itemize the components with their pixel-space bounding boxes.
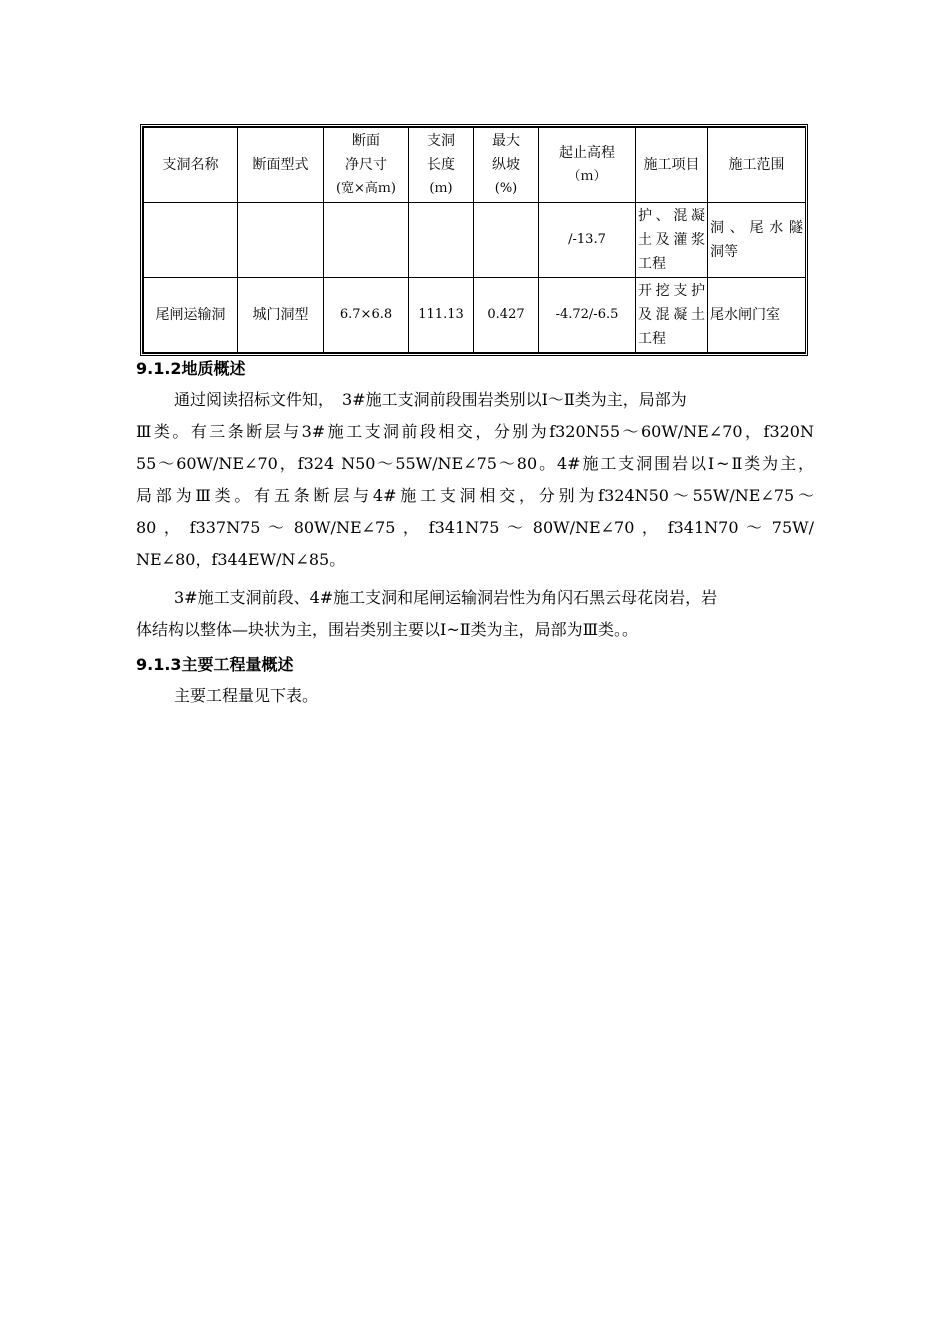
header-cell: 支洞名称 (144, 128, 238, 203)
header-cell: 施工项目 (636, 128, 708, 203)
table-row (144, 203, 806, 278)
quantity-paragraph (136, 680, 814, 712)
section-heading-quantity: 9.1.3主要工程量概述 (136, 655, 294, 674)
cell-length: 111.13 (409, 278, 474, 353)
table-header-row (144, 128, 806, 203)
header-cell: 支洞 长度 (ｍ) (409, 128, 474, 203)
cell-section-type (238, 203, 324, 278)
cell-elevation: -4.72/-6.5 (539, 278, 636, 353)
text-line: Ⅲ类。有三条断层与3#施工支洞前段相交，分别为f320N55～60W/NE∠70，f320N (136, 422, 814, 441)
cell-length (409, 203, 474, 278)
text-line: 80 ， f337N75 ～ 80W/NE∠75 ， f341N75 ～ 80W/NE∠70 ， f341N70 ～ 75W/ (136, 518, 814, 537)
cell-scope: 尾水闸门室 (708, 278, 806, 353)
cell-section-type: 城门洞型 (238, 278, 324, 353)
cell-items: 开挖支护 及混凝土 工程 (636, 278, 708, 353)
tunnel-table (140, 124, 808, 356)
text-line: 主要工程量见下表。 (174, 686, 319, 705)
text-line: NE∠80，f344EW/N∠85。 (136, 550, 346, 569)
header-cell: 断面型式 (238, 128, 324, 203)
cell-size: 6.7×6.8 (324, 278, 409, 353)
section-heading-geology: 9.1.2地质概述 (136, 359, 246, 378)
header-cell: 施工范围 (708, 128, 806, 203)
cell-elevation: /-13.7 (539, 203, 636, 278)
cell-name: 尾闸运输洞 (144, 278, 238, 353)
text-line: 55～60W/NE∠70，f324 N50～55W/NE∠75～80。4#施工支洞围岩以Ⅰ~Ⅱ类为主， (136, 454, 814, 473)
geology-paragraph-1 (136, 384, 814, 576)
cell-items: 护、混凝 土及灌浆 工程 (636, 203, 708, 278)
text-line: 局部为Ⅲ类。有五条断层与4#施工支洞相交，分别为f324N50～55W/NE∠75～ (136, 486, 814, 505)
cell-slope (474, 203, 539, 278)
header-cell: 断面 净尺寸 (宽×高ｍ) (324, 128, 409, 203)
text-line: 通过阅读招标文件知， 3#施工支洞前段围岩类别以Ⅰ～Ⅱ类为主，局部为 (174, 390, 687, 409)
cell-size (324, 203, 409, 278)
geology-paragraph-2 (136, 582, 814, 646)
table-row (144, 278, 806, 353)
text-line: 体结构以整体—块状为主，围岩类别主要以Ⅰ~Ⅱ类为主，局部为Ⅲ类。。 (136, 620, 639, 639)
text-line: 3#施工支洞前段、4#施工支洞和尾闸运输洞岩性为角闪石黑云母花岗岩，岩 (174, 588, 718, 607)
cell-slope: 0.427 (474, 278, 539, 353)
header-cell: 起止高程 （ｍ） (539, 128, 636, 203)
cell-name (144, 203, 238, 278)
cell-scope: 洞、尾水隧 洞等 (708, 203, 806, 278)
header-cell: 最大 纵坡 (%) (474, 128, 539, 203)
